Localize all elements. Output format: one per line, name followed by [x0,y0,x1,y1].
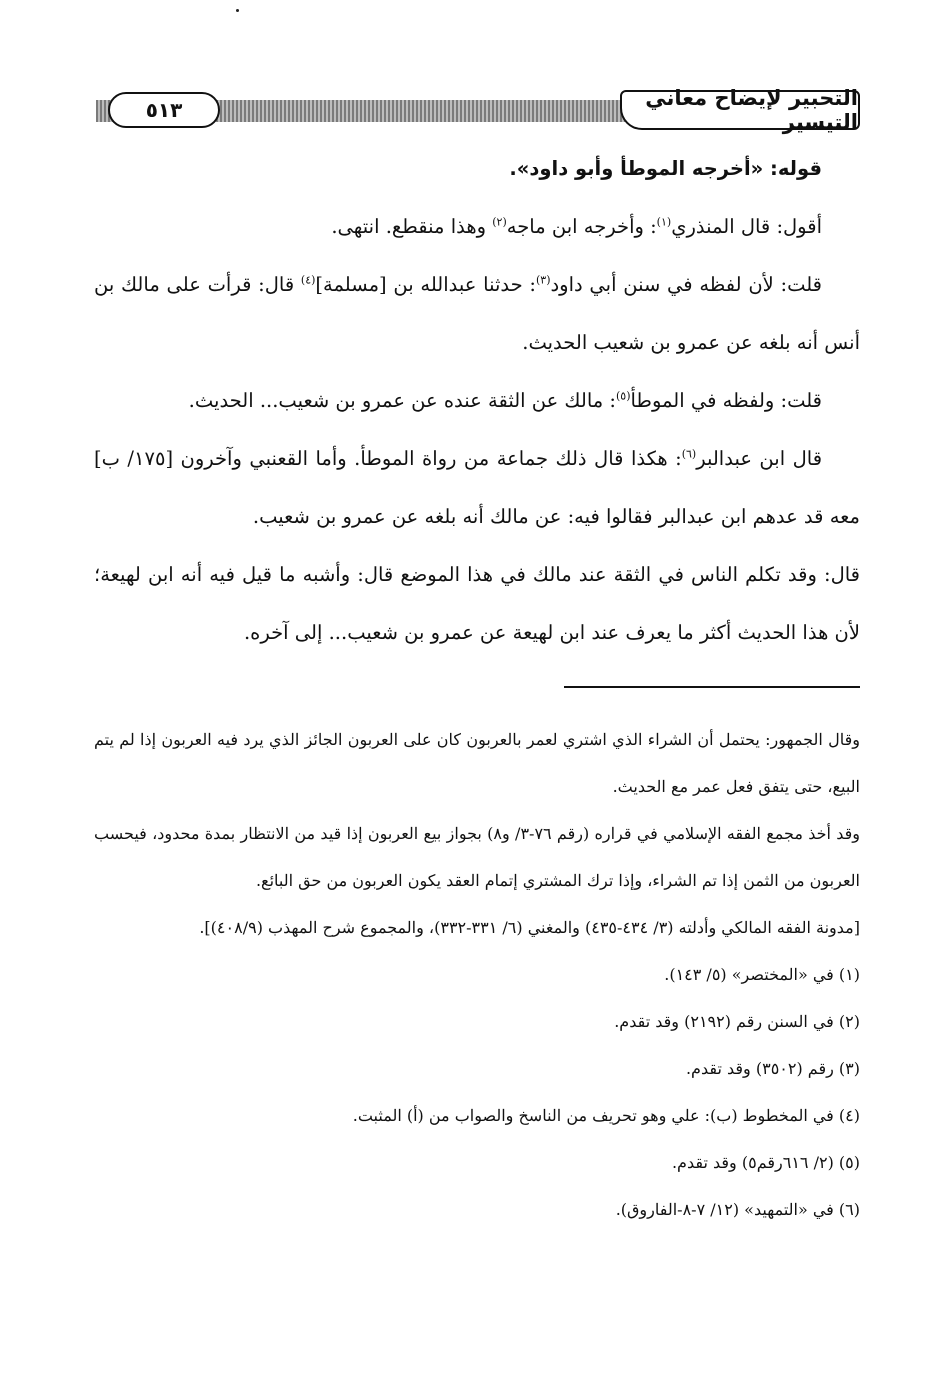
page-number: ٥١٣ [108,92,220,128]
main-text [94,140,860,662]
text-segment: قال: قرأت على مالك بن أنس أنه بلغه عن عمرو بن شعيب الحديث. [94,273,860,354]
footnote-3: (٣) رقم (٣٥٠٢) وقد تقدم. [685,1059,860,1078]
text-segment: أقول: قال المنذري [671,215,822,238]
footnote-ref-1: (١) [656,215,672,229]
paragraph-muwatta [94,372,860,430]
footnote-5: (٥) (٢/ ٦١٦رقم٥) وقد تقدم. [671,1153,860,1172]
footnote-2: (٢) في السنن رقم (٢١٩٢) وقد تقدم. [614,1012,860,1031]
paragraph-ibn-abdulbarr [94,430,860,546]
text-segment: قلت: ولفظه في الموطأ [630,389,822,412]
footnote-ref-4: (٤) [300,273,316,287]
paragraph-abu-dawud [94,256,860,372]
footnote-continuation: وقد أخذ مجمع الفقه الإسلامي في قراره (رقم ٧٦-٣/ و٨) بجواز بيع العربون إذا قيد من الانتظار بمدة محدود، فيحسب العربون من الثمن إذا تم الشراء، وإذا ترك المشتري إتمام العقد يكون العربون من حق البائع. [94,824,861,890]
footnote-ref-5: (٥) [615,389,631,403]
text-segment: قال ابن عبدالبر [696,447,823,470]
text-segment: : حدثنا عبدالله بن [مسلمة] [315,273,536,296]
footnote-continuation: وقال الجمهور: يحتمل أن الشراء الذي اشتري لعمر بالعربون كان على العربون الجائز الذي يرد فيه العربون إذا لم يتم البيع، حتى يتفق فعل عمر مع الحديث. [94,730,860,796]
footnotes [94,716,860,1233]
footnote-continuation: [مدونة الفقه المالكي وأدلته (٣/ ٤٣٤-٤٣٥) والمغني (٦/ ٣٣١-٣٣٢)، والمجموع شرح المهذب (٤٠٨/٩)]. [199,918,860,937]
quoted-heading: قوله: «أخرجه الموطأ وأبو داود». [509,157,822,180]
text-segment: : وأخرجه ابن ماجه [506,215,657,238]
text-segment: وهذا منقطع. انتهى. [331,215,493,238]
text-segment: قلت: لأن لفظه في سنن أبي داود [550,273,823,296]
footnote-ref-3: (٣) [535,273,551,287]
scan-speck [236,9,239,12]
running-header [96,86,860,136]
paragraph-ibn-lahia: قال: وقد تكلم الناس في الثقة عند مالك في هذا الموضع قال: وأشبه ما قيل فيه أنه ابن لهيعة؛ لأن هذا الحديث أكثر ما يعرف عند ابن لهيعة عن عمرو بن شعيب... إلى آخره. [94,563,860,644]
footnote-separator [564,686,860,688]
paragraph-mundhiri [94,198,860,256]
footnote-4: (٤) في المخطوط (ب): علي وهو تحريف من الناسخ والصواب من (أ) المثبت. [352,1106,860,1125]
text-segment: : هكذا قال ذلك جماعة من رواة الموطأ. وأما القعنبي وآخرون [١٧٥/ ب] معه قد عدهم ابن عبدالبر فقالوا فيه: عن مالك أنه بلغه عن عمرو بن شعيب. [94,447,860,528]
footnote-ref-6: (٦) [681,447,697,461]
footnote-ref-2: (٢) [492,215,507,229]
text-segment: : مالك عن الثقة عنده عن عمرو بن شعيب... الحديث. [188,389,616,412]
footnote-1: (١) في «المختصر» (٥/ ١٤٣). [664,965,860,984]
footnote-6: (٦) في «التمهيد» (١٢/ ٧-٨-الفاروق). [615,1200,860,1219]
book-title: التحبير لإيضاح معاني التيسير [620,90,860,130]
